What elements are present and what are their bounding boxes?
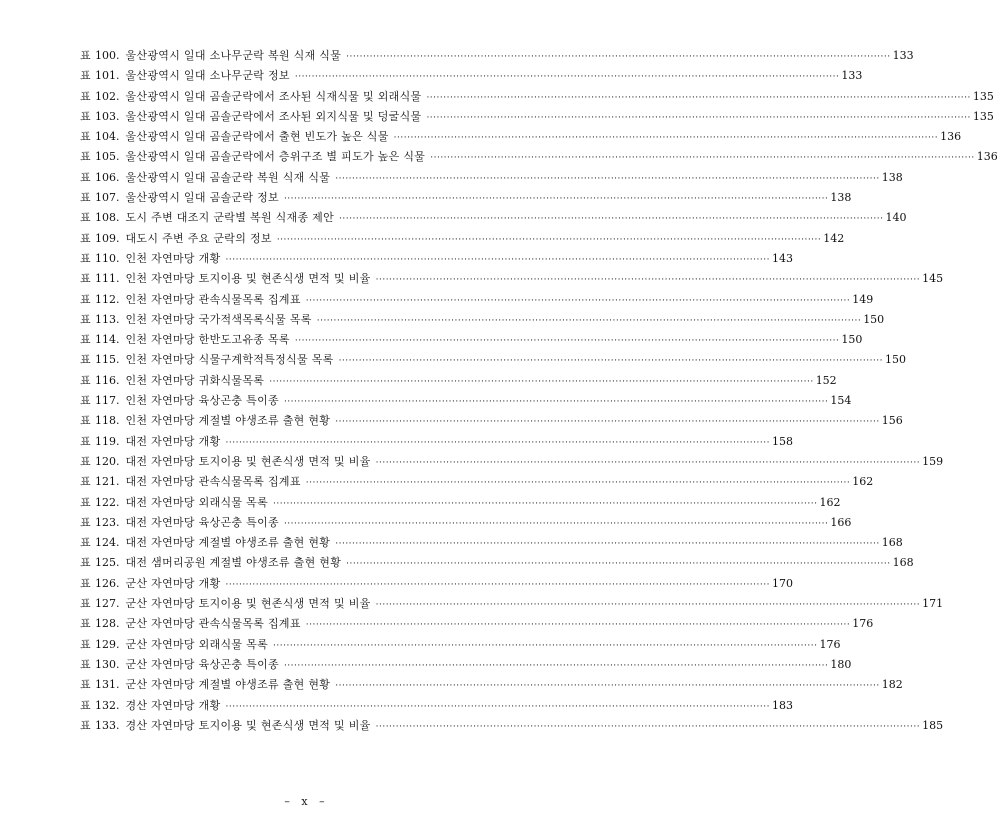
toc-entry-prefix: 표 — [80, 251, 91, 265]
toc-entry-title: 대전 자연마당 외래식물 목록 — [125, 495, 269, 509]
toc-entry-page-number: 168 — [881, 536, 903, 550]
toc-entry-number: 104. — [95, 130, 120, 144]
toc-entry-title: 울산광역시 일대 곰솔군락 복원 식재 식물 — [125, 170, 331, 184]
toc-entry-page-number: 142 — [823, 231, 845, 245]
toc-entry-number: 131. — [95, 678, 120, 692]
page-number-footer: – x – — [284, 795, 329, 808]
toc-entry[interactable] — [80, 675, 903, 695]
toc-entry-page-number: 168 — [892, 556, 914, 570]
toc-entry-prefix: 표 — [80, 434, 91, 448]
toc-entry[interactable] — [80, 107, 994, 127]
toc-entry-prefix: 표 — [80, 130, 91, 144]
toc-entry-title: 울산광역시 일대 소나무군락 정보 — [125, 69, 290, 83]
toc-entry-dot-leader — [226, 697, 770, 717]
toc-entry-number: 127. — [95, 597, 120, 611]
toc-entry-prefix: 표 — [80, 49, 91, 62]
toc-entry-page-number: 171 — [922, 597, 944, 611]
toc-entry-number: 108. — [95, 211, 120, 225]
toc-entry-page-number: 149 — [852, 292, 874, 306]
toc-entry-prefix: 표 — [80, 312, 91, 326]
toc-entry-page-number: 150 — [885, 353, 907, 367]
toc-entry[interactable] — [80, 229, 845, 249]
toc-entry-page-number: 170 — [771, 576, 793, 590]
toc-entry-prefix: 표 — [80, 69, 91, 83]
toc-entry[interactable] — [80, 330, 863, 350]
toc-entry-title: 대전 자연마당 개황 — [125, 434, 221, 448]
toc-entry-dot-leader — [376, 453, 920, 473]
toc-entry-title: 대전 자연마당 육상곤충 특이종 — [125, 515, 279, 529]
toc-entry-title: 인천 자연마당 관속식물목록 집계표 — [125, 292, 301, 306]
toc-entry[interactable] — [80, 46, 914, 66]
toc-entry-page-number: 152 — [815, 373, 837, 387]
toc-entry[interactable] — [80, 208, 907, 228]
toc-entry-number: 114. — [95, 333, 120, 347]
toc-entry-dot-leader — [335, 412, 879, 432]
toc-entry-number: 129. — [95, 637, 120, 651]
toc-entry-number: 109. — [95, 231, 120, 245]
toc-entry-number: 122. — [95, 495, 120, 509]
toc-entry[interactable] — [80, 553, 914, 573]
toc-entry-dot-leader — [394, 128, 938, 148]
toc-entry-number: 111. — [95, 272, 120, 286]
toc-entry-dot-leader — [284, 189, 828, 209]
toc-entry-prefix: 표 — [80, 292, 91, 306]
toc-entry-number: 116. — [95, 373, 120, 387]
toc-entry-title: 도시 주변 대조지 군락별 복원 식재종 제안 — [125, 211, 335, 225]
toc-entry-dot-leader — [226, 433, 770, 453]
toc-entry-dot-leader — [339, 351, 883, 371]
toc-entry-prefix: 표 — [80, 495, 91, 509]
toc-entry-title: 인천 자연마당 개황 — [125, 251, 221, 265]
toc-entry-prefix: 표 — [80, 698, 91, 712]
toc-entry-page-number: 180 — [830, 657, 852, 671]
toc-entry-prefix: 표 — [80, 109, 91, 123]
toc-entry-title: 인천 자연마당 귀화식물목록 — [125, 373, 265, 387]
toc-entry-dot-leader — [346, 47, 890, 67]
toc-entry[interactable] — [80, 310, 885, 330]
toc-entry-number: 120. — [95, 454, 120, 468]
toc-entry[interactable] — [80, 432, 793, 452]
toc-entry[interactable] — [80, 594, 944, 614]
toc-entry-title: 인천 자연마당 식물구계학적특정식물 목록 — [125, 353, 334, 367]
toc-entry[interactable] — [80, 452, 944, 472]
toc-entry-number: 121. — [95, 475, 120, 489]
toc-entry[interactable] — [80, 574, 793, 594]
toc-entry-dot-leader — [273, 636, 817, 656]
toc-entry-title: 경산 자연마당 토지이용 및 현존식생 면적 및 비율 — [125, 718, 371, 732]
toc-entry-page-number: 162 — [819, 495, 841, 509]
toc-entry-title: 군산 자연마당 개황 — [125, 576, 221, 590]
toc-entry-page-number: 135 — [972, 89, 994, 103]
toc-entry-title: 울산광역시 일대 곰솔군락에서 조사된 식재식물 및 외래식물 — [125, 89, 422, 103]
toc-entry-number: 112. — [95, 292, 120, 306]
toc-entry-dot-leader — [284, 514, 828, 534]
toc-entry-dot-leader — [273, 494, 817, 514]
toc-entry-page-number: 133 — [892, 49, 914, 62]
toc-entry-page-number: 176 — [819, 637, 841, 651]
toc-entry[interactable] — [80, 269, 944, 289]
toc-entry-dot-leader — [335, 676, 879, 696]
toc-entry[interactable] — [80, 391, 852, 411]
toc-entry-title: 경산 자연마당 개황 — [125, 698, 221, 712]
toc-entry-page-number: 158 — [771, 434, 793, 448]
toc-entry-title: 대도시 주변 주요 군락의 정보 — [125, 231, 272, 245]
toc-entry-dot-leader — [335, 534, 879, 554]
toc-entry[interactable] — [80, 533, 903, 553]
toc-entry-number: 101. — [95, 69, 120, 83]
toc-entry-prefix: 표 — [80, 475, 91, 489]
toc-entry-title: 울산광역시 일대 곰솔군락에서 출현 빈도가 높은 식물 — [125, 130, 389, 144]
toc-entry-prefix: 표 — [80, 414, 91, 428]
toc-entry-prefix: 표 — [80, 657, 91, 671]
toc-entry-number: 102. — [95, 89, 120, 103]
toc-entry-title: 인천 자연마당 국가적색목록식물 목록 — [125, 312, 312, 326]
toc-entry-page-number: 143 — [771, 251, 793, 265]
toc-entry-number: 105. — [95, 150, 120, 164]
toc-entry-page-number: 159 — [922, 454, 944, 468]
toc-entry-number: 118. — [95, 414, 120, 428]
toc-entry-page-number: 133 — [841, 69, 863, 83]
toc-entry[interactable] — [80, 168, 903, 188]
toc-entry-title: 대전 자연마당 관속식물목록 집계표 — [125, 475, 301, 489]
toc-entry[interactable] — [80, 371, 837, 391]
toc-entry-title: 대전 자연마당 계절별 야생조류 출현 현황 — [125, 536, 331, 550]
toc-entry-page-number: 140 — [885, 211, 907, 225]
toc-entry-prefix: 표 — [80, 637, 91, 651]
table-of-tables-list — [80, 46, 998, 736]
toc-entry-prefix: 표 — [80, 617, 91, 631]
toc-entry-prefix: 표 — [80, 150, 91, 164]
toc-entry-title: 군산 자연마당 외래식물 목록 — [125, 637, 269, 651]
toc-entry-prefix: 표 — [80, 231, 91, 245]
toc-entry-page-number: 154 — [830, 394, 852, 408]
toc-entry-dot-leader — [306, 473, 850, 493]
toc-entry-dot-leader — [277, 230, 821, 250]
toc-entry-title: 군산 자연마당 육상곤충 특이종 — [125, 657, 279, 671]
toc-entry-dot-leader — [284, 656, 828, 676]
toc-entry[interactable] — [80, 66, 863, 86]
toc-entry-page-number: 162 — [852, 475, 874, 489]
toc-entry-page-number: 150 — [863, 312, 885, 326]
toc-entry-title: 군산 자연마당 토지이용 및 현존식생 면적 및 비율 — [125, 597, 371, 611]
toc-entry-number: 125. — [95, 556, 120, 570]
toc-entry-page-number: 138 — [881, 170, 903, 184]
toc-entry-dot-leader — [226, 250, 770, 270]
toc-entry-prefix: 표 — [80, 515, 91, 529]
toc-entry-prefix: 표 — [80, 272, 91, 286]
toc-entry-prefix: 표 — [80, 394, 91, 408]
toc-entry-prefix: 표 — [80, 89, 91, 103]
toc-entry-dot-leader — [295, 331, 839, 351]
toc-entry-dot-leader — [226, 575, 770, 595]
toc-entry-dot-leader — [346, 554, 890, 574]
toc-entry-title: 울산광역시 일대 소나무군락 복원 식재 식물 — [125, 49, 342, 62]
toc-entry-dot-leader — [376, 717, 920, 737]
toc-entry-title: 군산 자연마당 관속식물목록 집계표 — [125, 617, 301, 631]
toc-entry-page-number: 182 — [881, 678, 903, 692]
toc-entry[interactable] — [80, 249, 793, 269]
toc-entry[interactable] — [80, 411, 903, 431]
toc-entry-page-number: 136 — [976, 150, 998, 164]
toc-entry-number: 132. — [95, 698, 120, 712]
toc-entry-page-number: 150 — [841, 333, 863, 347]
toc-entry-page-number: 166 — [830, 515, 852, 529]
toc-entry[interactable] — [80, 290, 874, 310]
toc-entry-page-number: 136 — [940, 130, 962, 144]
toc-entry-dot-leader — [426, 108, 970, 128]
toc-entry-prefix: 표 — [80, 211, 91, 225]
toc-entry-dot-leader — [335, 169, 879, 189]
toc-entry-prefix: 표 — [80, 454, 91, 468]
toc-entry-dot-leader — [339, 209, 883, 229]
toc-entry-number: 113. — [95, 312, 120, 326]
toc-entry-prefix: 표 — [80, 353, 91, 367]
toc-entry-number: 106. — [95, 170, 120, 184]
toc-entry-prefix: 표 — [80, 536, 91, 550]
toc-entry-number: 124. — [95, 536, 120, 550]
toc-entry[interactable] — [80, 472, 874, 492]
toc-entry-number: 110. — [95, 251, 120, 265]
toc-entry-dot-leader — [269, 372, 813, 392]
toc-entry-title: 대전 자연마당 토지이용 및 현존식생 면적 및 비율 — [125, 454, 371, 468]
toc-entry-title: 울산광역시 일대 곰솔군락 정보 — [125, 191, 279, 205]
toc-entry-title: 인천 자연마당 계절별 야생조류 출현 현황 — [125, 414, 331, 428]
toc-entry[interactable] — [80, 493, 841, 513]
toc-entry-prefix: 표 — [80, 678, 91, 692]
toc-entry-number: 133. — [95, 718, 120, 732]
toc-entry-dot-leader — [426, 88, 970, 108]
toc-entry-dot-leader — [376, 270, 920, 290]
toc-entry-number: 115. — [95, 353, 120, 367]
toc-entry-prefix: 표 — [80, 191, 91, 205]
toc-entry[interactable] — [80, 614, 874, 634]
toc-entry-number: 119. — [95, 434, 120, 448]
toc-entry-number: 123. — [95, 515, 120, 529]
toc-entry-page-number: 185 — [922, 718, 944, 732]
toc-entry-page-number: 135 — [972, 109, 994, 123]
toc-entry-dot-leader — [376, 595, 920, 615]
toc-entry-title: 인천 자연마당 토지이용 및 현존식생 면적 및 비율 — [125, 272, 371, 286]
toc-entry-page-number: 138 — [830, 191, 852, 205]
toc-entry-title: 대전 샘머리공원 계절별 야생조류 출현 현황 — [125, 556, 342, 570]
toc-entry-prefix: 표 — [80, 170, 91, 184]
toc-entry-dot-leader — [317, 311, 861, 331]
toc-entry-number: 130. — [95, 657, 120, 671]
toc-entry-dot-leader — [430, 148, 974, 168]
toc-entry[interactable] — [80, 655, 852, 675]
toc-entry-dot-leader — [306, 615, 850, 635]
toc-entry-dot-leader — [295, 67, 839, 87]
toc-entry[interactable] — [80, 188, 852, 208]
toc-entry-number: 117. — [95, 394, 120, 408]
toc-entry[interactable] — [80, 127, 962, 147]
toc-entry-number: 100. — [95, 49, 120, 62]
toc-entry-page-number: 156 — [881, 414, 903, 428]
toc-entry-title: 울산광역시 일대 곰솔군락에서 조사된 외지식물 및 덩굴식물 — [125, 109, 422, 123]
toc-entry-title: 울산광역시 일대 곰솔군락에서 층위구조 별 피도가 높은 식물 — [125, 150, 426, 164]
toc-entry[interactable] — [80, 350, 907, 370]
toc-entry-prefix: 표 — [80, 333, 91, 347]
toc-entry-prefix: 표 — [80, 373, 91, 387]
toc-entry-title: 인천 자연마당 한반도고유종 목록 — [125, 333, 290, 347]
toc-entry-number: 107. — [95, 191, 120, 205]
toc-entry-title: 군산 자연마당 계절별 야생조류 출현 현황 — [125, 678, 331, 692]
toc-entry-number: 128. — [95, 617, 120, 631]
toc-entry-page-number: 176 — [852, 617, 874, 631]
toc-entry-page-number: 183 — [771, 698, 793, 712]
toc-entry-dot-leader — [284, 392, 828, 412]
toc-entry-prefix: 표 — [80, 597, 91, 611]
toc-entry-number: 126. — [95, 576, 120, 590]
toc-entry[interactable] — [80, 696, 793, 716]
toc-entry-page-number: 145 — [922, 272, 944, 286]
toc-entry[interactable] — [80, 513, 852, 533]
toc-entry-prefix: 표 — [80, 576, 91, 590]
toc-entry-number: 103. — [95, 109, 120, 123]
toc-entry-prefix: 표 — [80, 556, 91, 570]
toc-entry-title: 인천 자연마당 육상곤충 특이종 — [125, 394, 279, 408]
toc-entry[interactable] — [80, 147, 998, 167]
toc-entry-dot-leader — [306, 291, 850, 311]
toc-entry[interactable] — [80, 716, 944, 736]
toc-entry[interactable] — [80, 87, 994, 107]
toc-entry[interactable] — [80, 635, 841, 655]
toc-entry-prefix: 표 — [80, 718, 91, 732]
